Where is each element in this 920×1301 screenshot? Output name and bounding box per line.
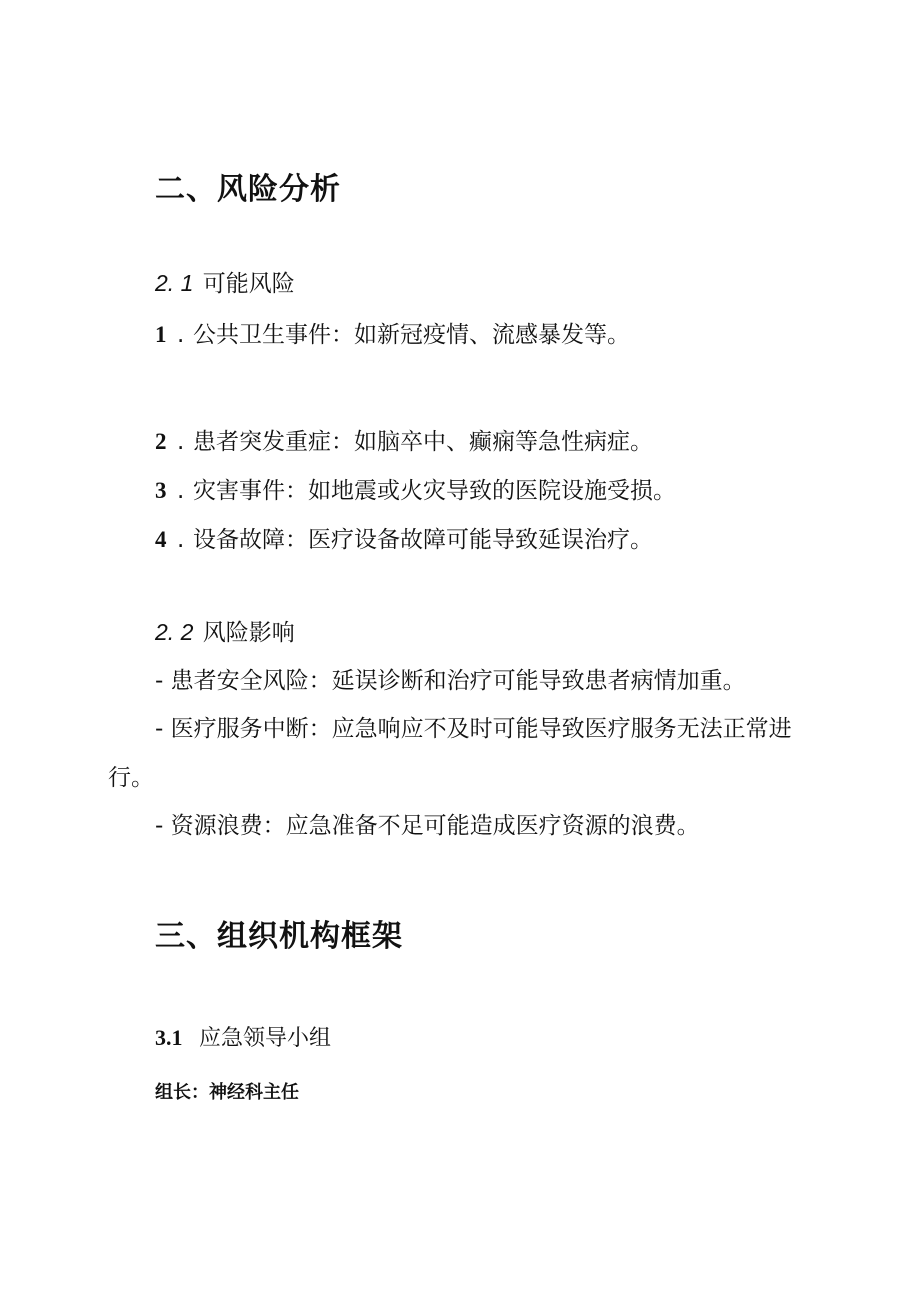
- section-3-heading: 三、组织机构框架: [155, 919, 403, 954]
- subsection-3-1-heading: [155, 1027, 331, 1050]
- impact-item-1: - 患者安全风险：延误诊断和治疗可能导致患者病情加重。: [155, 668, 746, 694]
- risk-item-1: 1 . 公共卫生事件：如新冠疫情、流感暴发等。: [155, 322, 630, 348]
- subsection-number: 3.1: [155, 1025, 183, 1050]
- subsection-2-2-heading: [155, 621, 295, 645]
- subsection-number: 2. 2: [155, 619, 194, 645]
- subsection-title: 可能风险: [202, 271, 295, 297]
- list-text: 灾害事件：如地震或火灾导致的医院设施受损。: [193, 478, 676, 504]
- leader-line: 组长：神经科主任: [155, 1082, 299, 1103]
- list-text: 患者突发重症：如脑卒中、癫痫等急性病症。: [193, 429, 653, 455]
- subsection-title: 应急领导小组: [199, 1026, 332, 1051]
- risk-item-4: 4 . 设备故障：医疗设备故障可能导致延误治疗。: [155, 527, 653, 553]
- list-number: 4: [155, 527, 167, 552]
- risk-item-2: 2 . 患者突发重症：如脑卒中、癫痫等急性病症。: [155, 429, 653, 455]
- section-2-heading: 二、风险分析: [155, 172, 341, 207]
- subsection-title: 风险影响: [202, 620, 295, 646]
- risk-item-3: 3 . 灾害事件：如地震或火灾导致的医院设施受损。: [155, 478, 676, 504]
- list-text: 设备故障：医疗设备故障可能导致延误治疗。: [193, 527, 653, 553]
- subsection-number: 2. 1: [155, 270, 194, 296]
- list-number: 3: [155, 478, 167, 503]
- impact-item-2: - 医疗服务中断：应急响应不及时可能导致医疗服务无法正常进: [155, 716, 792, 742]
- subsection-2-1-heading: [155, 272, 295, 296]
- list-text: 公共卫生事件：如新冠疫情、流感暴发等。: [193, 322, 630, 348]
- list-number: 1: [155, 322, 167, 347]
- impact-item-3: - 资源浪费：应急准备不足可能造成医疗资源的浪费。: [155, 813, 700, 839]
- list-number: 2: [155, 429, 167, 454]
- impact-item-2-continuation: 行。: [108, 765, 154, 791]
